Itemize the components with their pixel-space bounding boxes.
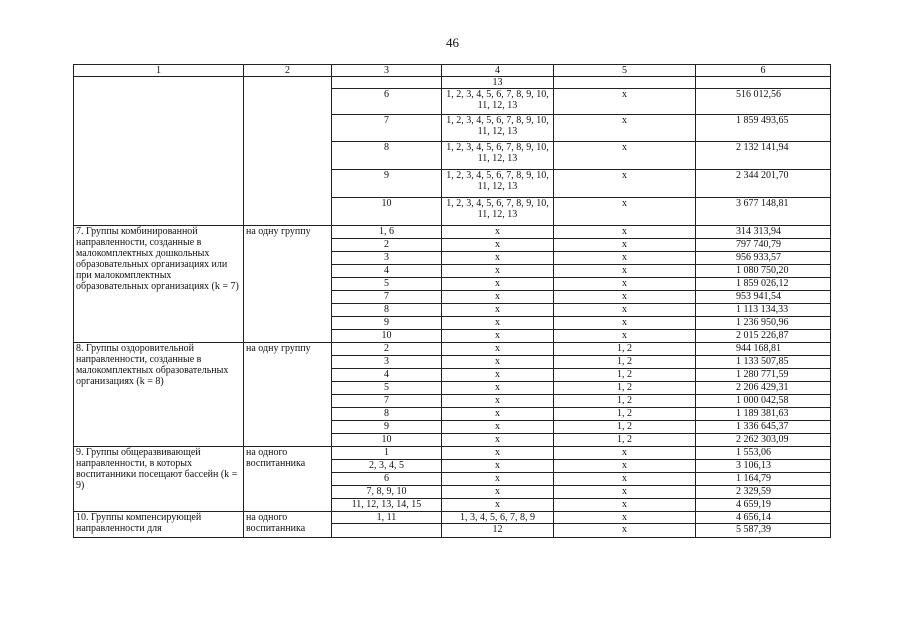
cell-col4: 12 <box>442 524 554 538</box>
cell-amount: 953 941,54 <box>696 291 831 304</box>
page-number: 46 <box>446 35 459 50</box>
cell-col4: 1, 2, 3, 4, 5, 6, 7, 8, 9, 10, 11, 12, 13 <box>442 89 554 115</box>
cell-col5: 1, 2 <box>554 395 696 408</box>
cell-col4: x <box>442 486 554 499</box>
cell-col5: x <box>554 226 696 239</box>
cell-col4: x <box>442 304 554 317</box>
cell-amount: 1 133 507,85 <box>696 356 831 369</box>
unit-of-measure: на одну группу <box>244 226 332 343</box>
cell-amount: 3 677 148,81 <box>696 198 831 226</box>
cell-amount: 2 132 141,94 <box>696 142 831 170</box>
cell-amount: 1 164,79 <box>696 473 831 486</box>
table-row <box>74 512 831 524</box>
cell-col5: x <box>554 115 696 142</box>
column-header: 6 <box>696 65 831 77</box>
cell-col3: 5 <box>332 278 442 291</box>
cell-col4: 1, 2, 3, 4, 5, 6, 7, 8, 9, 10, 11, 12, 13 <box>442 115 554 142</box>
header-row <box>74 65 831 77</box>
cell-col3: 1, 11 <box>332 512 442 524</box>
cell-amount: 2 329,59 <box>696 486 831 499</box>
cell-amount: 1 113 134,33 <box>696 304 831 317</box>
cell-col5: x <box>554 239 696 252</box>
cell-col3 <box>332 524 442 538</box>
cell-col5: 1, 2 <box>554 369 696 382</box>
unit-of-measure <box>244 77 332 226</box>
cell-col4: x <box>442 408 554 421</box>
cell-col5: 1, 2 <box>554 408 696 421</box>
cell-col3: 3 <box>332 356 442 369</box>
cell-amount: 1 553,06 <box>696 447 831 460</box>
column-header: 5 <box>554 65 696 77</box>
cell-col4: x <box>442 460 554 473</box>
cell-col4: x <box>442 473 554 486</box>
cell-col5: 1, 2 <box>554 434 696 447</box>
cell-col5: x <box>554 499 696 512</box>
cell-col5: x <box>554 265 696 278</box>
cell-col5: x <box>554 317 696 330</box>
cell-col4: x <box>442 252 554 265</box>
cell-col5: x <box>554 252 696 265</box>
cell-col4: x <box>442 317 554 330</box>
cell-col3: 7 <box>332 291 442 304</box>
column-header: 4 <box>442 65 554 77</box>
cell-col3: 10 <box>332 330 442 343</box>
cell-amount: 797 740,79 <box>696 239 831 252</box>
cell-amount: 1 236 950,96 <box>696 317 831 330</box>
cell-col5: x <box>554 291 696 304</box>
cell-amount: 4 656,14 <box>696 512 831 524</box>
cell-col4: x <box>442 369 554 382</box>
cell-col5: 1, 2 <box>554 382 696 395</box>
cell-col4: 1, 2, 3, 4, 5, 6, 7, 8, 9, 10, 11, 12, 13 <box>442 198 554 226</box>
cell-amount: 1 000 042,58 <box>696 395 831 408</box>
cell-amount: 314 313,94 <box>696 226 831 239</box>
cell-col3: 9 <box>332 317 442 330</box>
cell-amount: 2 015 226,87 <box>696 330 831 343</box>
unit-of-measure: на одного воспитанника <box>244 512 332 538</box>
table-row <box>74 226 831 239</box>
group-description: 10. Группы компенсирующей направленности для <box>74 512 244 538</box>
cell-col5: x <box>554 473 696 486</box>
cell-col4: 13 <box>442 77 554 89</box>
cell-amount: 1 859 493,65 <box>696 115 831 142</box>
cell-col5: x <box>554 460 696 473</box>
cell-col3: 10 <box>332 434 442 447</box>
unit-of-measure: на одного воспитанника <box>244 447 332 512</box>
cell-amount: 1 859 026,12 <box>696 278 831 291</box>
table-body <box>74 65 831 538</box>
column-header: 1 <box>74 65 244 77</box>
cell-col5: x <box>554 512 696 524</box>
cell-col3: 5 <box>332 382 442 395</box>
cell-col4: x <box>442 278 554 291</box>
cell-col3: 10 <box>332 198 442 226</box>
cell-col3: 2, 3, 4, 5 <box>332 460 442 473</box>
cell-col3: 11, 12, 13, 14, 15 <box>332 499 442 512</box>
cell-col5: 1, 2 <box>554 356 696 369</box>
cell-col4: x <box>442 330 554 343</box>
table-row <box>74 343 831 356</box>
group-description <box>74 77 244 226</box>
cell-amount: 5 587,39 <box>696 524 831 538</box>
cell-col3: 8 <box>332 304 442 317</box>
cell-amount: 1 189 381,63 <box>696 408 831 421</box>
cell-col3: 1 <box>332 447 442 460</box>
cell-col5: x <box>554 142 696 170</box>
cell-col3: 9 <box>332 170 442 198</box>
cell-col4: x <box>442 421 554 434</box>
cell-col3: 9 <box>332 421 442 434</box>
cell-col4: x <box>442 356 554 369</box>
cell-col3: 7 <box>332 115 442 142</box>
cell-col4: x <box>442 499 554 512</box>
cell-col3 <box>332 77 442 89</box>
cell-col4: x <box>442 395 554 408</box>
cell-col5: x <box>554 198 696 226</box>
cell-col4: x <box>442 343 554 356</box>
cell-col4: x <box>442 291 554 304</box>
cell-col3: 7, 8, 9, 10 <box>332 486 442 499</box>
cell-col3: 4 <box>332 369 442 382</box>
cell-amount: 3 106,13 <box>696 460 831 473</box>
cell-col4: x <box>442 239 554 252</box>
cell-amount: 2 344 201,70 <box>696 170 831 198</box>
cell-col3: 3 <box>332 252 442 265</box>
unit-of-measure: на одну группу <box>244 343 332 447</box>
cell-col3: 2 <box>332 343 442 356</box>
cell-col3: 6 <box>332 473 442 486</box>
cell-col4: 1, 3, 4, 5, 6, 7, 8, 9 <box>442 512 554 524</box>
cell-col4: x <box>442 382 554 395</box>
group-description: 7. Группы комбинированной направленности, созданные в малокомплектных дошкольных образовательных организациях или при малокомплектных образовательных организациях (k = 7) <box>74 226 244 343</box>
group-description: 9. Группы общеразвивающей направленности, в которых воспитанники посещают бассейн (k = 9) <box>74 447 244 512</box>
cell-amount: 1 080 750,20 <box>696 265 831 278</box>
column-header: 3 <box>332 65 442 77</box>
column-header: 2 <box>244 65 332 77</box>
cell-amount: 2 206 429,31 <box>696 382 831 395</box>
cell-col5: x <box>554 524 696 538</box>
cell-col5: x <box>554 330 696 343</box>
cell-col5: x <box>554 278 696 291</box>
cell-amount: 956 933,57 <box>696 252 831 265</box>
cell-amount: 1 280 771,59 <box>696 369 831 382</box>
table-row <box>74 77 831 89</box>
cell-amount: 516 012,56 <box>696 89 831 115</box>
cell-col4: 1, 2, 3, 4, 5, 6, 7, 8, 9, 10, 11, 12, 13 <box>442 142 554 170</box>
cell-col4: x <box>442 434 554 447</box>
cell-col3: 7 <box>332 395 442 408</box>
document-table <box>73 64 831 538</box>
cell-col5: x <box>554 486 696 499</box>
cell-col4: 1, 2, 3, 4, 5, 6, 7, 8, 9, 10, 11, 12, 13 <box>442 170 554 198</box>
cell-col3: 4 <box>332 265 442 278</box>
cell-amount: 944 168,81 <box>696 343 831 356</box>
group-description: 8. Группы оздоровительной направленности, созданные в малокомплектных образовательных организациях (k = 8) <box>74 343 244 447</box>
cell-col3: 8 <box>332 408 442 421</box>
cell-col5 <box>554 77 696 89</box>
cell-amount: 1 336 645,37 <box>696 421 831 434</box>
cell-col4: x <box>442 265 554 278</box>
cell-amount <box>696 77 831 89</box>
cell-col5: x <box>554 89 696 115</box>
table-row <box>74 447 831 460</box>
cell-col4: x <box>442 447 554 460</box>
cell-col4: x <box>442 226 554 239</box>
cell-col5: x <box>554 170 696 198</box>
cell-col3: 2 <box>332 239 442 252</box>
cell-col5: x <box>554 304 696 317</box>
cell-col3: 1, 6 <box>332 226 442 239</box>
cell-col5: 1, 2 <box>554 421 696 434</box>
cell-col3: 8 <box>332 142 442 170</box>
cell-amount: 4 659,19 <box>696 499 831 512</box>
cell-col3: 6 <box>332 89 442 115</box>
cell-col5: 1, 2 <box>554 343 696 356</box>
cell-amount: 2 262 303,09 <box>696 434 831 447</box>
cell-col5: x <box>554 447 696 460</box>
